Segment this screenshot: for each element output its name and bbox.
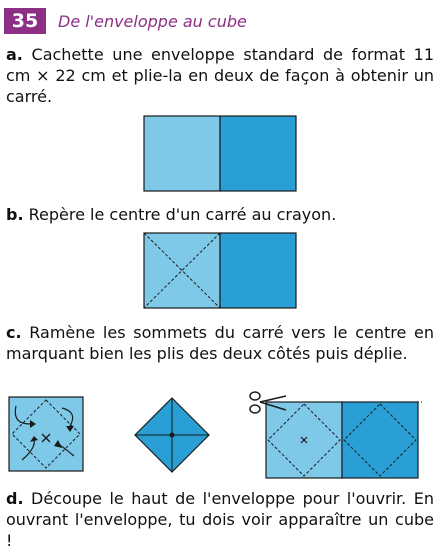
step-a-letter: a. bbox=[6, 45, 23, 64]
step-d-text: Découpe le haut de l'enveloppe pour l'ouvrir. En ouvrant l'enveloppe, tu dois voir apparaître un cube ! bbox=[6, 489, 435, 550]
figure-fold-corners bbox=[8, 396, 84, 472]
figure-center-marked bbox=[143, 232, 297, 309]
figure-folded-envelope bbox=[143, 115, 297, 192]
step-b-text: Repère le centre d'un carré au crayon. bbox=[28, 205, 337, 224]
step-a bbox=[6, 44, 434, 107]
step-b bbox=[6, 204, 434, 225]
light-square bbox=[144, 116, 220, 191]
step-c-text: Ramène les sommets du carré vers le centre en marquant bien les plis des deux côtés puis déplie. bbox=[6, 323, 434, 363]
figure-folded-diamond bbox=[133, 396, 211, 474]
dark-square bbox=[220, 233, 296, 308]
center-point bbox=[170, 433, 175, 438]
step-d bbox=[6, 488, 434, 551]
step-c bbox=[6, 322, 434, 364]
step-c-letter: c. bbox=[6, 323, 22, 342]
exercise-number: 35 bbox=[4, 8, 46, 34]
exercise-title: De l'enveloppe au cube bbox=[58, 11, 247, 31]
figure-unfolded-envelope bbox=[246, 388, 424, 480]
exercise-header bbox=[4, 8, 247, 34]
step-d-letter: d. bbox=[6, 489, 24, 508]
step-b-letter: b. bbox=[6, 205, 24, 224]
step-a-text: Cachette une enveloppe standard de format 11 cm × 22 cm et plie-la en deux de façon à obtenir un carré. bbox=[6, 45, 434, 106]
dark-square bbox=[220, 116, 296, 191]
